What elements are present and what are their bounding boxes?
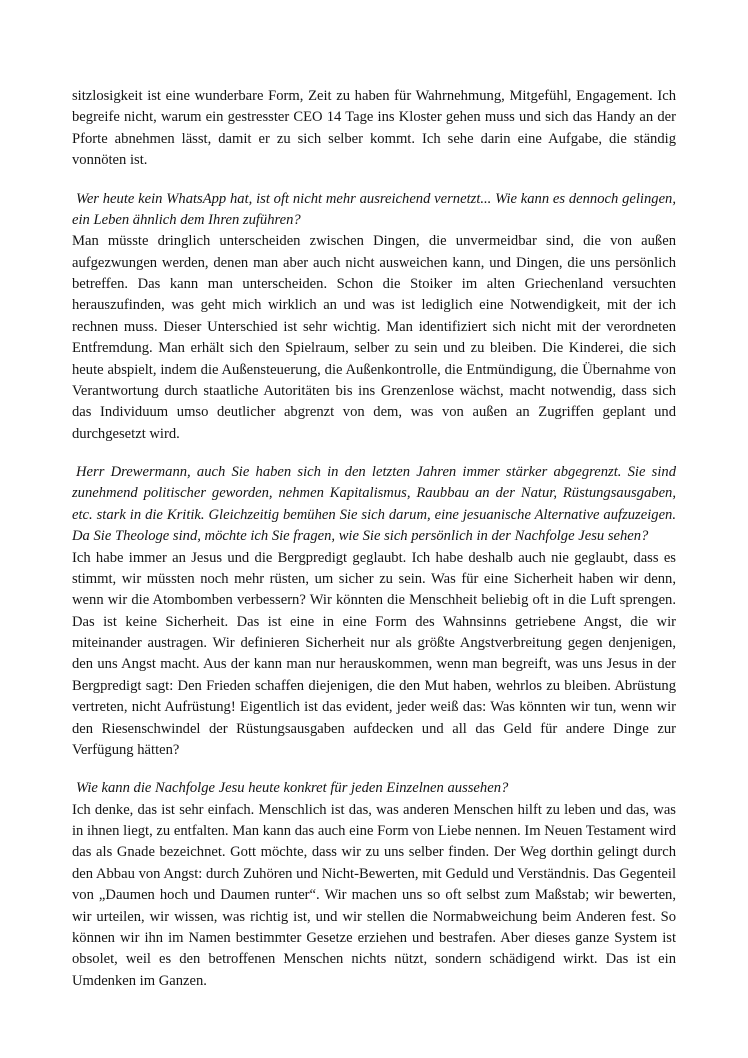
interview-question-1: Wer heute kein WhatsApp hat, ist oft nicht mehr ausreichend vernetzt... Wie kann es dennoch gelingen, ein Leben ähnlich dem Ihren zuführen? [72,190,676,228]
interview-answer-1: Man müsste dringlich unterscheiden zwischen Dingen, die unvermeidbar sind, die von außen aufgezwungen werden, denen man aber auch nicht ausweichen kann, und Dingen, die uns persönlich betreffen. Das kann man unterscheiden. Schon die Stoiker im alten Griechenland versuchten herauszufinden, was geht mich wirklich an und was ist lediglich eine Notwendigkeit, mit der ich rechnen muss. Dieser Unterschied ist sehr wichtig. Man identifiziert sich nicht mit der verordneten Entfremdung. Man erhält sich den Spielraum, selber zu sein und zu bleiben. Die Kinderei, die sich heute abspielt, indem die Außensteuerung, die Außenkontrolle, die Entmündigung, die Übernahme von Verantwortung durch staatliche Autoritäten bis ins Grenzenlose wächst, macht notwendig, dass sich das Individuum umso deutlicher abgrenzt von dem, was von außen an Zugriffen geplant und durchgesetzt wird. [72,233,676,442]
interview-answer-3: Ich denke, das ist sehr einfach. Menschlich ist das, was anderen Menschen hilft zu leben und das, was in ihnen liegt, zu entfalten. Man kann das auch eine Form von Liebe nennen. Im Neuen Testament wird das als Gnade bezeichnet. Gott möchte, dass wir zu uns selber finden. Der Weg dorthin gelingt durch den Abbau von Angst: durch Zuhören und Nicht-Bewerten, mit Geduld und Verständnis. Das Gegenteil von „Daumen hoch und Daumen runter“. Wir machen uns so oft selbst zum Maßstab; wir bewerten, wir urteilen, wir wissen, was richtig ist, und wir stellen die Normabweichung beim Anderen fest. So können wir ihn im Namen bestimmter Gesetze erziehen und bestrafen. Aber dieses ganze System ist obsolet, weil es den betroffenen Menschen nichts nützt, sondern schädigend wirkt. Das ist ein Umdenken im Ganzen. [72,801,676,989]
interview-answer-2: Ich habe immer an Jesus und die Bergpredigt geglaubt. Ich habe deshalb auch nie geglaubt, dass es stimmt, wir müssten noch mehr rüsten, um sicher zu sein. Was für eine Sicherheit haben wir denn, wenn wir die Atombomben verbessern? Wir könnten die Menschheit beliebig oft in die Luft sprengen. Das ist keine Sicherheit. Das ist eine in eine Form des Wahnsinns getriebene Angst, die wir miteinander austragen. Wir definieren Sicherheit nur als größte Angstverbreitung gegen denjenigen, den uns Angst macht. Aus der kann man nur herauskommen, wenn man begreift, was uns Jesus in der Bergpredigt sagt: Den Frieden schaffen diejenigen, die den Mut haben, wehrlos zu bleiben. Abrüstung vertreten, nicht Aufrüstung! Eigentlich ist das evident, jeder weiß das: Was könnten wir tun, wenn wir den Riesenschwindel der Rüstungsausgaben aufdecken und all das Geld für andere Dinge zur Verfügung hätten? [72,549,676,758]
interview-question-2: Herr Drewermann, auch Sie haben sich in den letzten Jahren immer stärker abgegrenzt. Sie sind zunehmend politischer geworden, nehmen Kapitalismus, Raubbau an der Natur, Rüstungsausgaben, etc. stark in die Kritik. Gleichzeitig bemühen Sie sich darum, eine jesuanische Alternative aufzuzeigen. Da Sie Theologe sind, möchte ich Sie fragen, wie Sie sich persönlich in der Nachfolge Jesu sehen? [72,464,676,545]
page-text-column [72,86,676,992]
interview-question-3: Wie kann die Nachfolge Jesu heute konkret für jeden Einzelnen aussehen? [76,780,509,797]
paragraph-continued: sitzlosigkeit ist eine wunderbare Form, Zeit zu haben für Wahrnehmung, Mitgefühl, Engagement. Ich begreife nicht, warum ein gestresster CEO 14 Tage ins Kloster gehen muss und sich das Handy an der Pforte abnehmen lässt, damit er zu sich selber kommt. Ich sehe darin eine Aufgabe, die ständig vonnöten ist. [72,88,676,169]
